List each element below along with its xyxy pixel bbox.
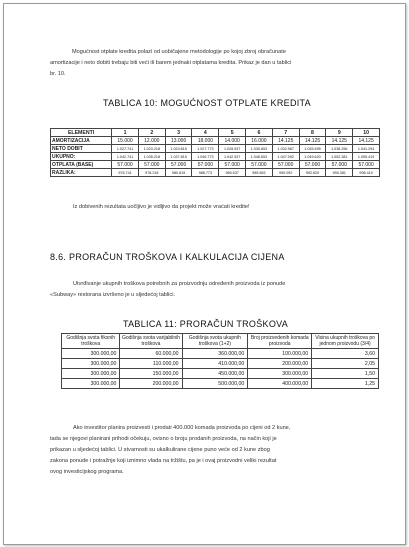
table-cell: 57.000 bbox=[112, 161, 139, 169]
year-header: 2 bbox=[138, 129, 165, 137]
section-paragraph-line-1: Utvrđivanje ukupnih troškova potrebnih za proizvodnju određenih proizvoda iz ponude bbox=[73, 281, 286, 287]
table-row bbox=[51, 137, 380, 145]
table10-title: TABLICA 10: MOGUĆNOST OTPLATE KREDITA bbox=[103, 98, 311, 108]
table-cell: 1.041.294 bbox=[353, 145, 380, 153]
table-cell: 992.620 bbox=[299, 169, 326, 177]
row-label: AMORTIZACIJA bbox=[51, 137, 112, 145]
closing-line-4: zakona ponude i potražnje koji iznimno vlada na tržištu, pa je i ovaj proizvodni veliki rezultat bbox=[50, 458, 277, 464]
table-cell: 100.000,00 bbox=[248, 349, 312, 359]
table-row bbox=[51, 161, 380, 169]
column-header: Broj proizvedenih komada proizvoda bbox=[248, 334, 312, 349]
table-cell: 57.000 bbox=[326, 161, 353, 169]
table-cell: 14.125 bbox=[272, 137, 299, 145]
table-cell: 1.049.620 bbox=[299, 153, 326, 161]
table-cell: 300.000,00 bbox=[62, 369, 120, 379]
table-row bbox=[62, 349, 379, 359]
closing-line-5: ovog investicijskog programa. bbox=[50, 469, 124, 475]
table-cell: 57.000 bbox=[246, 161, 273, 169]
section-heading: 8.6. PRORAČUN TROŠKOVA I KALKULACIJA CIJENA bbox=[50, 252, 285, 262]
table-row bbox=[62, 379, 379, 389]
table-cell: 1.035.218 bbox=[138, 153, 165, 161]
table-cell: 57.000 bbox=[353, 161, 380, 169]
table-cell: 989.653 bbox=[246, 169, 273, 177]
table-cell: 300.000,00 bbox=[62, 349, 120, 359]
table-cell: 1.052.381 bbox=[326, 153, 353, 161]
row-label: RAZLIKA: bbox=[51, 169, 112, 177]
table-row bbox=[62, 369, 379, 379]
column-header: Godišnja svota ukupnih troškova (1+2) bbox=[182, 334, 248, 349]
table-cell: 988.773 bbox=[192, 169, 219, 177]
table-cell: 1.030.653 bbox=[246, 145, 273, 153]
table-cell: 978.218 bbox=[138, 169, 165, 177]
table-cell: 300.000,00 bbox=[248, 369, 312, 379]
table-header-row bbox=[62, 334, 379, 349]
header-label: ELEMENTI bbox=[51, 129, 112, 137]
table-cell: 410.000,00 bbox=[182, 359, 248, 369]
table11-title: TABLICA 11: PRORAČUN TROŠKOVA bbox=[123, 319, 289, 329]
table10-conclusion: Iz dobivenih rezultata uočljivo je vidljivo da projekt može vraćati kredite! bbox=[73, 204, 250, 210]
table-cell: 3,60 bbox=[312, 349, 379, 359]
column-header: Godišnja svota fiksnih troškova bbox=[62, 334, 120, 349]
year-header: 8 bbox=[299, 129, 326, 137]
table-cell: 450.000,00 bbox=[182, 369, 248, 379]
table-cell: 200.000,00 bbox=[120, 379, 182, 389]
table-cell: 15.000 bbox=[112, 137, 139, 145]
table-cell: 12.000 bbox=[138, 137, 165, 145]
table-cell: 13.000 bbox=[165, 137, 192, 145]
table-header-row bbox=[51, 129, 380, 137]
table-cell: 57.000 bbox=[138, 161, 165, 169]
year-header: 4 bbox=[192, 129, 219, 137]
table-row bbox=[51, 145, 380, 153]
table-cell: 1.035.495 bbox=[299, 145, 326, 153]
intro-line-2: amortizacije i neto dobiti trebaju biti veći ili barem jednaki otplatama kredita. Prikaz je dan u tablici bbox=[50, 60, 292, 66]
table-cell: 1.055.419 bbox=[353, 153, 380, 161]
table-cell: 990.092 bbox=[272, 169, 299, 177]
table-cell: 300.000,00 bbox=[62, 379, 120, 389]
table-cell: 1.038.256 bbox=[326, 145, 353, 153]
table-cell: 16.000 bbox=[246, 137, 273, 145]
table-cell: 1.032.967 bbox=[272, 145, 299, 153]
year-header: 7 bbox=[272, 129, 299, 137]
table11 bbox=[61, 333, 379, 389]
table-cell: 150.000,00 bbox=[120, 369, 182, 379]
table-cell: 1.047.092 bbox=[272, 153, 299, 161]
table-cell: 14.000 bbox=[219, 137, 246, 145]
table-cell: 60.000,00 bbox=[120, 349, 182, 359]
row-label: NETO DOBIT bbox=[51, 145, 112, 153]
table-cell: 57.000 bbox=[299, 161, 326, 169]
table-row bbox=[51, 169, 380, 177]
table-cell: 1.045.773 bbox=[192, 153, 219, 161]
year-header: 6 bbox=[246, 129, 273, 137]
year-header: 3 bbox=[165, 129, 192, 137]
table-cell: 57.000 bbox=[272, 161, 299, 169]
table-cell: 57.000 bbox=[192, 161, 219, 169]
row-label: UKUPNO: bbox=[51, 153, 112, 161]
section-paragraph-line-2: «Subway» restorana izvršeno je u sljedećoj tablici. bbox=[50, 292, 175, 298]
table-cell: 2,05 bbox=[312, 359, 379, 369]
table-cell: 360.000,00 bbox=[182, 349, 248, 359]
table-cell: 14.125 bbox=[299, 137, 326, 145]
table-cell: 1.028.537 bbox=[219, 145, 246, 153]
table-cell: 1.023.218 bbox=[138, 145, 165, 153]
table-cell: 1.037.815 bbox=[165, 153, 192, 161]
table-cell: 1.024.815 bbox=[165, 145, 192, 153]
year-header: 1 bbox=[112, 129, 139, 137]
column-header: Godišnja svota varijabilnih troškova bbox=[121, 335, 181, 347]
year-header: 10 bbox=[353, 129, 380, 137]
table-cell: 1.042.741 bbox=[112, 153, 139, 161]
table-cell: 200.000,00 bbox=[248, 359, 312, 369]
table-cell: 57.000 bbox=[219, 161, 246, 169]
closing-line-2: tada se njegovi planirani prihodi očekuju, ovisno o broju prodanih proizvoda, na način koji je bbox=[50, 436, 277, 442]
row-label: OTPLATA (BASE) bbox=[51, 161, 112, 169]
table-cell: 998.419 bbox=[353, 169, 380, 177]
closing-line-1: Ako investitor planira proizvesti i prodati 400.000 komada proizvoda po cijeni od 2 kune, bbox=[73, 425, 291, 431]
column-header: Visina ukupnih troškova po jednom proizvodu (3/4) bbox=[312, 334, 379, 349]
table-cell: 976.741 bbox=[112, 169, 139, 177]
intro-line-3: br. 10. bbox=[50, 71, 66, 77]
table-cell: 995.381 bbox=[326, 169, 353, 177]
table-cell: 300.000,00 bbox=[62, 359, 120, 369]
table-cell: 1.046.653 bbox=[246, 153, 273, 161]
table-cell: 980.815 bbox=[165, 169, 192, 177]
table-cell: 1,25 bbox=[312, 379, 379, 389]
intro-line-1: Mogućnost otplate kredita polazi od uobičajene metodologije po kojoj zbroj obračunate bbox=[72, 49, 286, 55]
table-cell: 14.125 bbox=[326, 137, 353, 145]
table-cell: 57.000 bbox=[165, 161, 192, 169]
table-cell: 400.000,00 bbox=[248, 379, 312, 389]
table-cell: 1,50 bbox=[312, 369, 379, 379]
table-cell: 985.537 bbox=[219, 169, 246, 177]
table-row bbox=[62, 359, 379, 369]
year-header: 9 bbox=[326, 129, 353, 137]
table-cell: 1.027.773 bbox=[192, 145, 219, 153]
table-cell: 1.042.537 bbox=[219, 153, 246, 161]
table-cell: 110.000,00 bbox=[120, 359, 182, 369]
table-cell: 14.125 bbox=[353, 137, 380, 145]
year-header: 5 bbox=[219, 129, 246, 137]
table-cell: 1.027.741 bbox=[112, 145, 139, 153]
table-row bbox=[51, 153, 380, 161]
table10 bbox=[50, 128, 380, 177]
closing-line-3: prikazan u sljedećoj tablici. U stvarnosti su ukalkulirane cijene puno veće od 2 kune zbog bbox=[50, 447, 270, 453]
table-cell: 18.000 bbox=[192, 137, 219, 145]
table-cell: 500.000,00 bbox=[182, 379, 248, 389]
